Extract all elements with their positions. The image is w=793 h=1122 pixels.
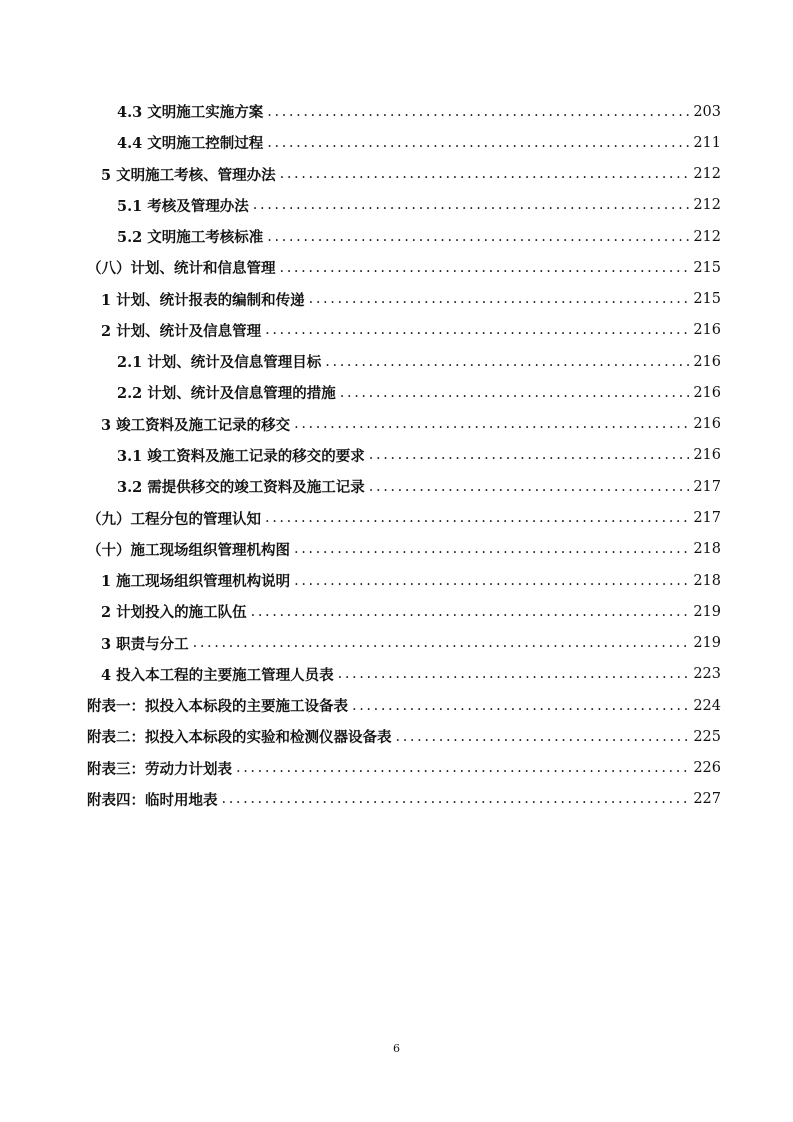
toc-entry-title: 附表四：临时用地表 — [87, 791, 218, 809]
toc-entry[interactable] — [0, 377, 721, 408]
dot-leader — [251, 604, 690, 620]
toc-entry-title: 2 计划投入的施工队伍 — [101, 604, 247, 622]
toc-entry[interactable] — [0, 190, 721, 221]
dot-leader — [309, 291, 690, 307]
toc-entry[interactable] — [0, 127, 721, 158]
toc-entry-title: 2.2 计划、统计及信息管理的措施 — [117, 385, 336, 403]
toc-entry-page: 215 — [693, 259, 721, 276]
toc-entry[interactable] — [0, 659, 721, 690]
toc-entry[interactable] — [0, 252, 721, 283]
toc-entry-page: 212 — [693, 197, 721, 214]
toc-entry-title: 4.4 文明施工控制过程 — [117, 135, 264, 153]
toc-entry[interactable] — [0, 221, 721, 252]
toc-entry[interactable] — [0, 628, 721, 659]
toc-entry[interactable] — [0, 753, 721, 784]
toc-entry-page: 216 — [693, 353, 721, 370]
dot-leader — [325, 354, 689, 370]
dot-leader — [236, 760, 689, 776]
toc-entry-title: （九）工程分包的管理认知 — [87, 510, 261, 528]
toc-entry-title: （八）计划、统计和信息管理 — [87, 260, 276, 278]
toc-entry-page: 219 — [693, 635, 721, 652]
toc-entry-page: 212 — [693, 228, 721, 245]
toc-entry-title: 3 竣工资料及施工记录的移交 — [101, 416, 291, 434]
toc-entry-page: 203 — [693, 103, 721, 120]
toc-entry[interactable] — [0, 409, 721, 440]
toc-entry-title: 4.3 文明施工实施方案 — [117, 104, 264, 121]
dot-leader — [267, 229, 689, 245]
toc-entry-title: 附表三：劳动力计划表 — [87, 760, 232, 778]
toc-entry[interactable] — [0, 721, 721, 752]
toc-entry-title: 3.1 竣工资料及施工记录的移交的要求 — [117, 447, 365, 465]
toc-entry-title: 附表二：拟投入本标段的实验和检测仪器设备表 — [87, 729, 392, 747]
toc-entry-page: 216 — [693, 416, 721, 433]
toc-entry-page: 226 — [693, 760, 721, 777]
dot-leader — [294, 416, 689, 432]
toc-entry-title: 3.2 需提供移交的竣工资料及施工记录 — [117, 479, 365, 497]
toc-entry-page: 211 — [693, 134, 721, 151]
toc-entry[interactable] — [0, 440, 721, 471]
toc-entry-title: 1 计划、统计报表的编制和传递 — [101, 291, 305, 309]
toc-entry-page: 216 — [693, 447, 721, 464]
toc-entry-page: 219 — [693, 603, 721, 620]
toc-entry[interactable] — [0, 471, 721, 502]
toc-entry-title: 附表一：拟投入本标段的主要施工设备表 — [87, 698, 348, 716]
toc-entry[interactable] — [0, 346, 721, 377]
toc-entry[interactable] — [0, 503, 721, 534]
toc-entry-title: 1 施工现场组织管理机构说明 — [101, 573, 291, 591]
toc-entry-page: 217 — [693, 510, 721, 526]
toc-entry-title: 5.2 文明施工考核标准 — [117, 229, 264, 247]
dot-leader — [280, 166, 690, 182]
dot-leader — [193, 635, 690, 651]
toc-entry-page: 217 — [693, 478, 721, 495]
toc-entry-title: 4 投入本工程的主要施工管理人员表 — [101, 666, 334, 684]
dot-leader — [396, 729, 690, 745]
toc-entry[interactable] — [0, 315, 721, 346]
dot-leader — [294, 541, 689, 557]
toc-entry-title: 2 计划、统计及信息管理 — [101, 322, 262, 340]
dot-leader — [267, 104, 689, 120]
dot-leader — [369, 479, 690, 495]
toc-entry-page: 216 — [693, 384, 721, 401]
dot-leader — [267, 135, 689, 151]
page-number: 6 — [393, 1042, 400, 1055]
dot-leader — [352, 698, 689, 714]
toc-entry[interactable] — [0, 284, 721, 315]
toc-entry-title: 3 职责与分工 — [101, 635, 189, 653]
dot-leader — [265, 510, 689, 526]
toc-entry-page: 227 — [693, 791, 721, 808]
dot-leader — [265, 322, 689, 338]
toc-entry-title: （十）施工现场组织管理机构图 — [87, 541, 290, 559]
dot-leader — [280, 260, 690, 276]
toc-entry-page: 225 — [693, 728, 721, 745]
toc-entry[interactable] — [0, 565, 721, 596]
toc-entry-title: 5.1 考核及管理办法 — [117, 197, 249, 215]
toc-entry-page: 224 — [693, 697, 721, 714]
toc-entry-page: 218 — [693, 572, 721, 589]
dot-leader — [340, 385, 690, 401]
toc-entry-title: 5 文明施工考核、管理办法 — [101, 166, 276, 184]
toc-entry[interactable] — [0, 690, 721, 721]
toc-entry-page: 223 — [693, 666, 721, 683]
toc-entry[interactable] — [0, 159, 721, 190]
dot-leader — [253, 197, 690, 213]
toc-entry[interactable] — [0, 596, 721, 627]
dot-leader — [369, 447, 690, 463]
toc-entry-page: 216 — [693, 322, 721, 339]
toc-entry-page: 212 — [693, 166, 721, 183]
toc-entry-page: 218 — [693, 541, 721, 558]
toc-entry-title: 2.1 计划、统计及信息管理目标 — [117, 354, 322, 372]
dot-leader — [294, 573, 689, 589]
toc-entry[interactable] — [0, 96, 721, 127]
dot-leader — [338, 666, 690, 682]
toc-entry-page: 215 — [693, 291, 721, 308]
dot-leader — [222, 791, 690, 807]
toc-entry[interactable] — [0, 784, 721, 815]
toc-entry[interactable] — [0, 534, 721, 565]
